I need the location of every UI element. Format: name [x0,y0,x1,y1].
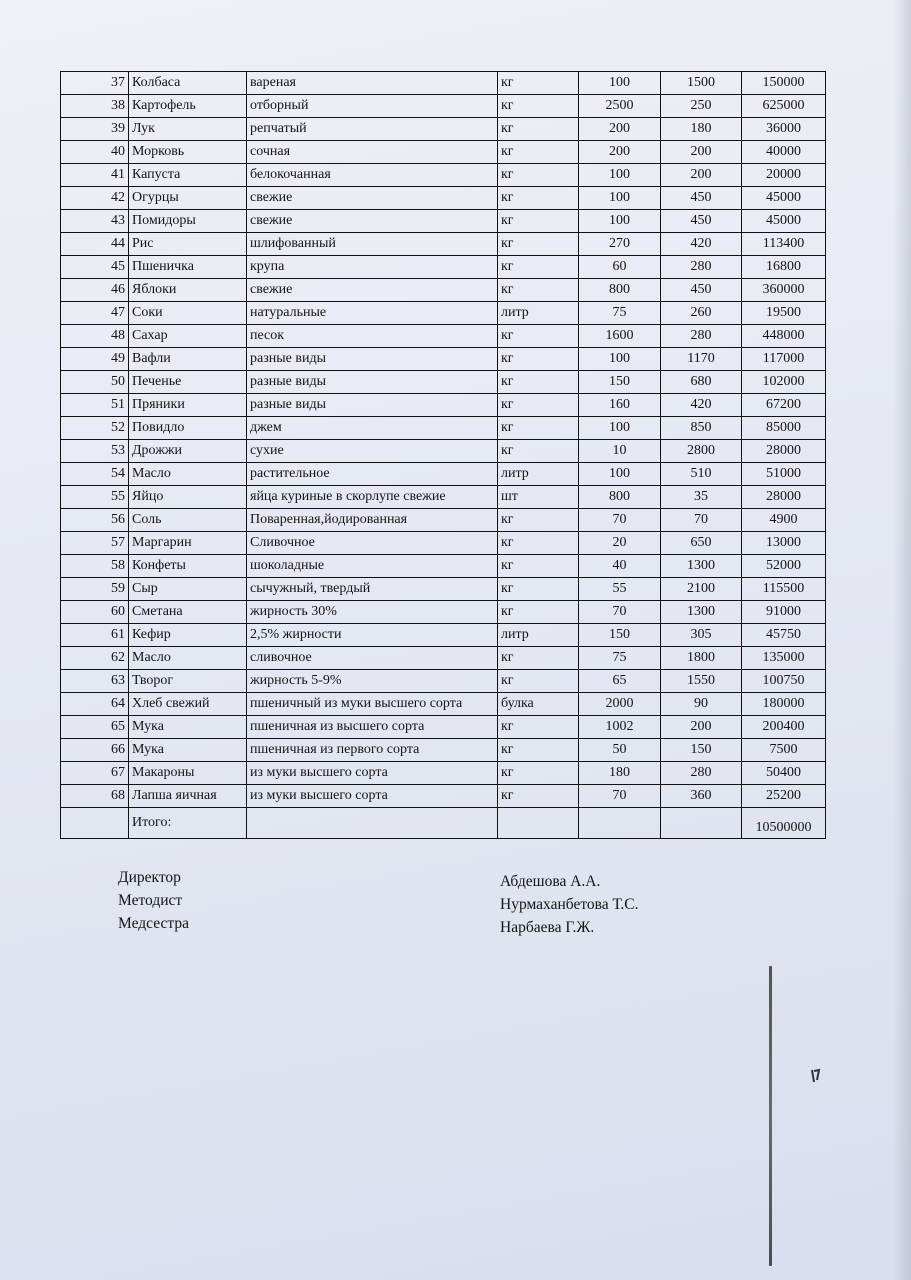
empty-cell [498,808,579,839]
empty-cell [247,808,498,839]
price-cell: 280 [661,325,742,348]
table-row [61,325,826,348]
product-name-cell: Лук [129,118,247,141]
price-cell: 260 [661,302,742,325]
quantity-cell: 200 [579,118,661,141]
product-name-cell: Конфеты [129,555,247,578]
role-methodist: Методист [118,892,183,909]
row-number-cell: 43 [61,210,129,233]
unit-cell: кг [498,670,579,693]
price-cell: 850 [661,417,742,440]
sum-cell: 91000 [742,601,826,624]
product-description-cell: репчатый [247,118,498,141]
product-name-cell: Картофель [129,95,247,118]
name-nurse: Нарбаева Г.Ж. [500,919,595,936]
row-number-cell: 38 [61,95,129,118]
sum-cell: 100750 [742,670,826,693]
table-row [61,463,826,486]
ink-mark-icon [810,1068,822,1084]
row-number-cell: 66 [61,739,129,762]
price-cell: 450 [661,210,742,233]
name-methodist: Нурмаханбетова Т.С. [500,896,639,913]
sum-cell: 50400 [742,762,826,785]
table-row [61,509,826,532]
quantity-cell: 270 [579,233,661,256]
unit-cell: кг [498,532,579,555]
product-name-cell: Морковь [129,141,247,164]
quantity-cell: 100 [579,463,661,486]
sum-cell: 360000 [742,279,826,302]
product-name-cell: Макароны [129,762,247,785]
table-row [61,210,826,233]
unit-cell: кг [498,394,579,417]
sum-cell: 85000 [742,417,826,440]
price-cell: 150 [661,739,742,762]
sum-cell: 36000 [742,118,826,141]
product-name-cell: Сметана [129,601,247,624]
price-cell: 1800 [661,647,742,670]
price-cell: 35 [661,486,742,509]
unit-cell: кг [498,95,579,118]
product-name-cell: Огурцы [129,187,247,210]
product-name-cell: Масло [129,647,247,670]
unit-cell: кг [498,417,579,440]
sum-cell: 625000 [742,95,826,118]
unit-cell: кг [498,785,579,808]
sum-cell: 135000 [742,647,826,670]
name-director: Абдешова А.А. [500,873,601,890]
table-row [61,72,826,95]
product-description-cell: жирность 30% [247,601,498,624]
row-number-cell: 56 [61,509,129,532]
product-description-cell: натуральные [247,302,498,325]
product-description-cell: джем [247,417,498,440]
unit-cell: кг [498,578,579,601]
quantity-cell: 1002 [579,716,661,739]
row-number-cell: 49 [61,348,129,371]
product-description-cell: разные виды [247,394,498,417]
role-nurse: Медсестра [118,915,189,932]
table-row [61,256,826,279]
product-description-cell: 2,5% жирности [247,624,498,647]
price-cell: 280 [661,762,742,785]
table-row [61,95,826,118]
row-number-cell: 55 [61,486,129,509]
product-description-cell: свежие [247,210,498,233]
product-name-cell: Маргарин [129,532,247,555]
quantity-cell: 70 [579,785,661,808]
unit-cell: кг [498,141,579,164]
table-row [61,417,826,440]
sum-cell: 13000 [742,532,826,555]
quantity-cell: 100 [579,417,661,440]
sum-cell: 28000 [742,486,826,509]
table-row [61,601,826,624]
row-number-cell: 48 [61,325,129,348]
product-name-cell: Рис [129,233,247,256]
unit-cell: кг [498,762,579,785]
table-row [61,578,826,601]
unit-cell: кг [498,233,579,256]
price-cell: 1550 [661,670,742,693]
unit-cell: шт [498,486,579,509]
product-name-cell: Яйцо [129,486,247,509]
product-description-cell: пшеничная из первого сорта [247,739,498,762]
price-cell: 510 [661,463,742,486]
table-row [61,486,826,509]
quantity-cell: 150 [579,624,661,647]
product-name-cell: Соль [129,509,247,532]
empty-cell [61,808,129,839]
table-row [61,141,826,164]
product-name-cell: Колбаса [129,72,247,95]
quantity-cell: 75 [579,302,661,325]
product-description-cell: сычужный, твердый [247,578,498,601]
unit-cell: кг [498,601,579,624]
product-description-cell: вареная [247,72,498,95]
unit-cell: кг [498,348,579,371]
product-name-cell: Помидоры [129,210,247,233]
row-number-cell: 41 [61,164,129,187]
total-sum: 10500000 [742,808,826,839]
product-description-cell: белокочанная [247,164,498,187]
total-label: Итого: [129,808,247,839]
product-name-cell: Хлеб свежий [129,693,247,716]
product-description-cell: сливочное [247,647,498,670]
table-row [61,647,826,670]
quantity-cell: 2500 [579,95,661,118]
sum-cell: 67200 [742,394,826,417]
sum-cell: 52000 [742,555,826,578]
product-description-cell: разные виды [247,348,498,371]
quantity-cell: 100 [579,210,661,233]
row-number-cell: 42 [61,187,129,210]
price-cell: 250 [661,95,742,118]
sum-cell: 200400 [742,716,826,739]
unit-cell: кг [498,164,579,187]
price-cell: 280 [661,256,742,279]
product-description-cell: пшеничная из высшего сорта [247,716,498,739]
quantity-cell: 50 [579,739,661,762]
quantity-cell: 10 [579,440,661,463]
sum-cell: 45000 [742,187,826,210]
row-number-cell: 63 [61,670,129,693]
price-cell: 1500 [661,72,742,95]
quantity-cell: 200 [579,141,661,164]
unit-cell: кг [498,555,579,578]
quantity-cell: 75 [579,647,661,670]
products-table-body [61,72,826,839]
price-cell: 200 [661,164,742,187]
products-table [60,71,826,839]
row-number-cell: 50 [61,371,129,394]
product-name-cell: Мука [129,716,247,739]
row-number-cell: 59 [61,578,129,601]
product-name-cell: Пшеничка [129,256,247,279]
product-description-cell: яйца куриные в скорлупе свежие [247,486,498,509]
product-description-cell: жирность 5-9% [247,670,498,693]
product-description-cell: шлифованный [247,233,498,256]
unit-cell: литр [498,302,579,325]
product-description-cell: растительное [247,463,498,486]
quantity-cell: 800 [579,486,661,509]
row-number-cell: 46 [61,279,129,302]
quantity-cell: 100 [579,72,661,95]
row-number-cell: 47 [61,302,129,325]
row-number-cell: 60 [61,601,129,624]
signature-names [500,870,639,939]
row-number-cell: 65 [61,716,129,739]
product-description-cell: сочная [247,141,498,164]
row-number-cell: 54 [61,463,129,486]
row-number-cell: 67 [61,762,129,785]
table-row [61,348,826,371]
price-cell: 420 [661,394,742,417]
product-description-cell: свежие [247,187,498,210]
sum-cell: 45000 [742,210,826,233]
product-description-cell: отборный [247,95,498,118]
row-number-cell: 40 [61,141,129,164]
sum-cell: 180000 [742,693,826,716]
price-cell: 70 [661,509,742,532]
row-number-cell: 61 [61,624,129,647]
table-row [61,716,826,739]
product-name-cell: Мука [129,739,247,762]
table-row [61,762,826,785]
empty-cell [661,808,742,839]
price-cell: 420 [661,233,742,256]
signature-roles [118,866,189,935]
table-row [61,739,826,762]
product-name-cell: Соки [129,302,247,325]
quantity-cell: 20 [579,532,661,555]
unit-cell: кг [498,509,579,532]
product-name-cell: Повидло [129,417,247,440]
price-cell: 650 [661,532,742,555]
table-row [61,394,826,417]
table-row [61,440,826,463]
quantity-cell: 100 [579,164,661,187]
sum-cell: 115500 [742,578,826,601]
sum-cell: 28000 [742,440,826,463]
price-cell: 200 [661,141,742,164]
product-description-cell: Сливочное [247,532,498,555]
price-cell: 305 [661,624,742,647]
sum-cell: 113400 [742,233,826,256]
price-cell: 2800 [661,440,742,463]
price-cell: 2100 [661,578,742,601]
table-row [61,532,826,555]
unit-cell: кг [498,187,579,210]
price-cell: 680 [661,371,742,394]
empty-cell [579,808,661,839]
quantity-cell: 100 [579,348,661,371]
unit-cell: кг [498,279,579,302]
product-description-cell: шоколадные [247,555,498,578]
product-name-cell: Масло [129,463,247,486]
product-description-cell: крупа [247,256,498,279]
table-row [61,187,826,210]
quantity-cell: 180 [579,762,661,785]
quantity-cell: 70 [579,509,661,532]
sum-cell: 25200 [742,785,826,808]
product-description-cell: из муки высшего сорта [247,762,498,785]
product-name-cell: Вафли [129,348,247,371]
product-name-cell: Яблоки [129,279,247,302]
sum-cell: 45750 [742,624,826,647]
sum-cell: 150000 [742,72,826,95]
row-number-cell: 64 [61,693,129,716]
unit-cell: кг [498,716,579,739]
unit-cell: кг [498,647,579,670]
total-row [61,808,826,839]
product-name-cell: Сахар [129,325,247,348]
quantity-cell: 150 [579,371,661,394]
table-row [61,302,826,325]
table-row [61,555,826,578]
product-description-cell: песок [247,325,498,348]
sum-cell: 102000 [742,371,826,394]
product-description-cell: из муки высшего сорта [247,785,498,808]
price-cell: 1300 [661,601,742,624]
sum-cell: 16800 [742,256,826,279]
price-cell: 1170 [661,348,742,371]
price-cell: 450 [661,187,742,210]
row-number-cell: 62 [61,647,129,670]
row-number-cell: 51 [61,394,129,417]
role-director: Директор [118,869,181,886]
table-row [61,279,826,302]
quantity-cell: 100 [579,187,661,210]
unit-cell: булка [498,693,579,716]
unit-cell: кг [498,440,579,463]
product-name-cell: Сыр [129,578,247,601]
product-description-cell: свежие [247,279,498,302]
quantity-cell: 2000 [579,693,661,716]
product-description-cell: пшеничный из муки высшего сорта [247,693,498,716]
row-number-cell: 45 [61,256,129,279]
table-row [61,371,826,394]
quantity-cell: 160 [579,394,661,417]
unit-cell: кг [498,210,579,233]
quantity-cell: 65 [579,670,661,693]
product-name-cell: Печенье [129,371,247,394]
unit-cell: кг [498,739,579,762]
page-edge-shadow [893,0,911,1280]
table-row [61,693,826,716]
table-row [61,118,826,141]
unit-cell: кг [498,256,579,279]
quantity-cell: 40 [579,555,661,578]
row-number-cell: 68 [61,785,129,808]
quantity-cell: 70 [579,601,661,624]
sum-cell: 4900 [742,509,826,532]
table-row [61,624,826,647]
sum-cell: 7500 [742,739,826,762]
sum-cell: 448000 [742,325,826,348]
price-cell: 200 [661,716,742,739]
sum-cell: 19500 [742,302,826,325]
product-name-cell: Дрожжи [129,440,247,463]
product-description-cell: разные виды [247,371,498,394]
sum-cell: 20000 [742,164,826,187]
row-number-cell: 39 [61,118,129,141]
sum-cell: 117000 [742,348,826,371]
row-number-cell: 57 [61,532,129,555]
row-number-cell: 58 [61,555,129,578]
price-cell: 1300 [661,555,742,578]
quantity-cell: 800 [579,279,661,302]
row-number-cell: 37 [61,72,129,95]
table-row [61,164,826,187]
quantity-cell: 1600 [579,325,661,348]
product-name-cell: Творог [129,670,247,693]
price-cell: 360 [661,785,742,808]
product-name-cell: Капуста [129,164,247,187]
unit-cell: кг [498,325,579,348]
sum-cell: 40000 [742,141,826,164]
quantity-cell: 55 [579,578,661,601]
unit-cell: литр [498,624,579,647]
row-number-cell: 44 [61,233,129,256]
unit-cell: кг [498,72,579,95]
unit-cell: кг [498,371,579,394]
ink-margin-line [769,966,772,1266]
table-row [61,670,826,693]
product-description-cell: сухие [247,440,498,463]
price-cell: 90 [661,693,742,716]
product-description-cell: Поваренная,йодированная [247,509,498,532]
price-cell: 450 [661,279,742,302]
product-name-cell: Лапша яичная [129,785,247,808]
unit-cell: кг [498,118,579,141]
row-number-cell: 53 [61,440,129,463]
price-cell: 180 [661,118,742,141]
table-row [61,785,826,808]
unit-cell: литр [498,463,579,486]
quantity-cell: 60 [579,256,661,279]
product-name-cell: Пряники [129,394,247,417]
sum-cell: 51000 [742,463,826,486]
row-number-cell: 52 [61,417,129,440]
product-name-cell: Кефир [129,624,247,647]
table-row [61,233,826,256]
